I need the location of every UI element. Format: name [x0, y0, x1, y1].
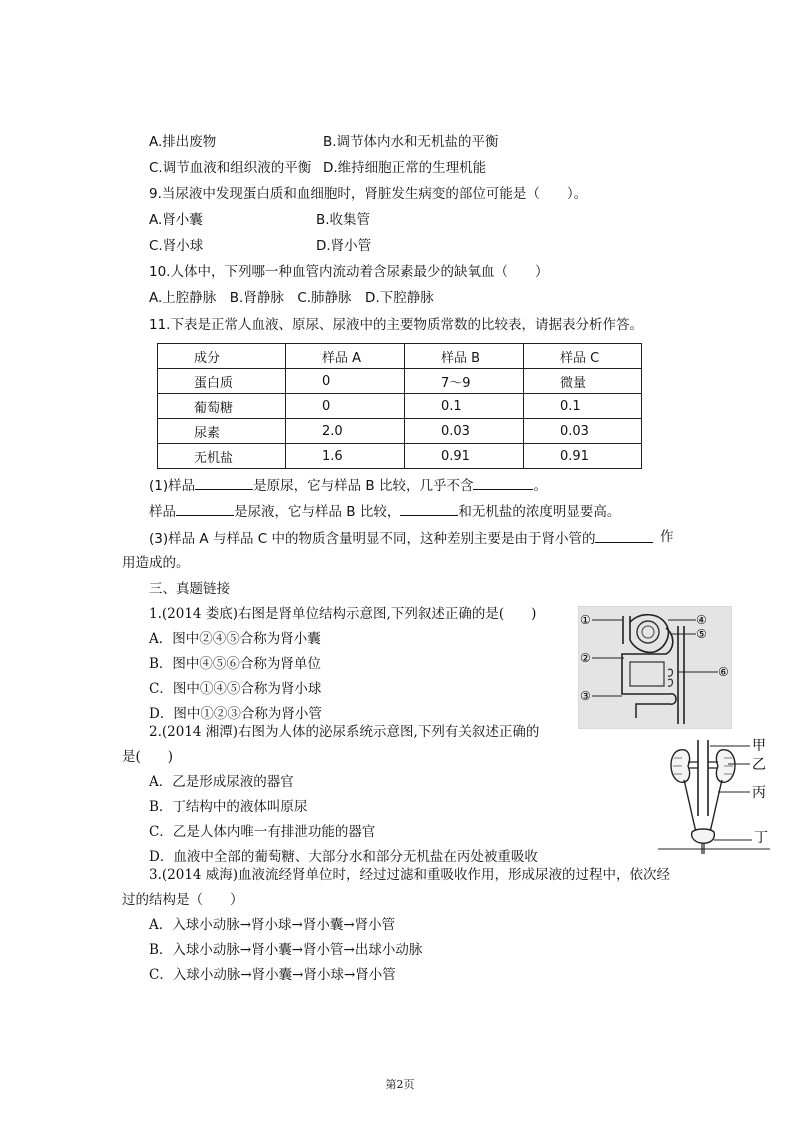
table-cell: 尿素 — [158, 419, 286, 444]
s3-q2-option-a: A．乙是形成尿液的器官 — [149, 774, 294, 790]
q11-sub3-text: (3)样品 A 与样品 C 中的物质含量明显不同，这种差别主要是由于肾小管的 — [149, 531, 596, 547]
fig1-label: ⑤ — [696, 627, 707, 641]
table-header-row — [158, 344, 642, 369]
comparison-table — [157, 343, 642, 469]
table-row — [158, 444, 642, 469]
s3-q1-option-d: D．图中①②③合称为肾小管 — [149, 706, 322, 722]
s3-q1-stem: 1.(2014 娄底)右图是肾单位结构示意图,下列叙述正确的是( ) — [149, 606, 537, 622]
fig2-label-ding: 丁 — [754, 830, 768, 846]
table-cell: 1.6 — [286, 444, 405, 469]
table-cell: 0.1 — [524, 394, 642, 419]
answer-blank[interactable] — [473, 475, 533, 490]
table-cell: 葡萄糖 — [158, 394, 286, 419]
s3-q3-option-a: A．入球小动脉→肾小球→肾小囊→肾小管 — [149, 917, 396, 933]
q9-option-a: A.肾小囊 — [149, 212, 203, 228]
table-header-cell: 样品 B — [405, 344, 524, 369]
fig1-label: ④ — [696, 613, 707, 627]
q11-sub2-text: 是尿液，它与样品 B 比较， — [234, 504, 401, 520]
q10-options: A.上腔静脉 B.肾静脉 C.肺静脉 D.下腔静脉 — [149, 290, 434, 306]
table-row — [158, 419, 642, 444]
s3-q3-stem-line2: 过的结构是（ ） — [122, 892, 244, 908]
nephron-diagram — [578, 606, 732, 729]
urinary-system-diagram — [658, 736, 778, 858]
q11-sub1-end: 。 — [533, 478, 547, 494]
table-cell: 无机盐 — [158, 444, 286, 469]
s3-q2-stem-line2: 是( ) — [122, 749, 174, 765]
q11-sub2-prefix: 样品 — [149, 504, 176, 520]
q11-sub3-line2: 用造成的。 — [122, 555, 190, 571]
answer-blank[interactable] — [195, 475, 253, 490]
q9-option-d: D.肾小管 — [316, 238, 372, 254]
table-row — [158, 369, 642, 394]
table-cell: 0.1 — [405, 394, 524, 419]
q8-option-d: D.维持细胞正常的生理机能 — [323, 160, 487, 176]
s3-q1-option-a: A．图中②④⑤合称为肾小囊 — [149, 631, 321, 647]
s3-q2-stem-line1: 2.(2014 湘潭)右图为人体的泌尿系统示意图,下列有关叙述正确的 — [149, 724, 540, 740]
table-cell: 0.03 — [405, 419, 524, 444]
q11-sub3-zuo: 作 — [660, 529, 674, 545]
table-cell: 7～9 — [405, 369, 524, 394]
s3-q1-option-c: C．图中①④⑤合称为肾小球 — [149, 681, 322, 697]
s3-q2-option-d: D．血液中全部的葡萄糖、大部分水和部分无机盐在丙处被重吸收 — [149, 849, 538, 865]
q11-sub2-end: 和无机盐的浓度明显要高。 — [458, 504, 621, 520]
section-title: 三、真题链接 — [149, 581, 230, 597]
q9-option-b: B.收集管 — [316, 212, 371, 228]
table-cell: 0.91 — [524, 444, 642, 469]
q10-stem: 10.人体中，下列哪一种血管内流动着含尿素最少的缺氧血（ ） — [149, 264, 549, 280]
q11-sub1 — [149, 475, 547, 495]
fig1-label: ① — [580, 613, 591, 627]
table-cell: 微量 — [524, 369, 642, 394]
answer-blank[interactable] — [595, 528, 653, 543]
s3-q1-option-b: B．图中④⑤⑥合称为肾单位 — [149, 656, 321, 672]
s3-q2-option-c: C．乙是人体内唯一有排泄功能的器官 — [149, 824, 376, 840]
q8-option-a: A.排出废物 — [149, 134, 217, 150]
table-cell: 2.0 — [286, 419, 405, 444]
table-cell: 蛋白质 — [158, 369, 286, 394]
q8-option-b: B.调节体内水和无机盐的平衡 — [323, 134, 499, 150]
table-header-cell: 样品 A — [286, 344, 405, 369]
answer-blank[interactable] — [176, 501, 234, 516]
q11-sub1-prefix: (1)样品 — [149, 478, 196, 494]
q11-sub3-line1 — [149, 528, 653, 548]
fig2-label-jia: 甲 — [752, 738, 766, 754]
table-cell: 0.03 — [524, 419, 642, 444]
page-number: 第2页 — [385, 1078, 415, 1091]
q8-option-c: C.调节血液和组织液的平衡 — [149, 160, 312, 176]
fig1-label: ③ — [580, 689, 591, 703]
table-cell: 0.91 — [405, 444, 524, 469]
urinary-system-figure — [658, 736, 778, 858]
q11-stem: 11.下表是正常人血液、原尿、尿液中的主要物质常数的比较表，请据表分析作答。 — [149, 317, 643, 333]
fig1-label: ② — [580, 651, 591, 665]
fig1-label: ⑥ — [718, 665, 729, 679]
table-cell: 0 — [286, 394, 405, 419]
s3-q2-option-b: B．丁结构中的液体叫原尿 — [149, 799, 308, 815]
table-row — [158, 394, 642, 419]
s3-q3-option-b: B．入球小动脉→肾小囊→肾小管→出球小动脉 — [149, 942, 423, 958]
q11-sub1-text: 是原尿，它与样品 B 比较，几乎不含 — [253, 478, 474, 494]
table-cell: 0 — [286, 369, 405, 394]
answer-blank[interactable] — [400, 501, 458, 516]
table-header-cell: 成分 — [158, 344, 286, 369]
s3-q3-option-c: C．入球小动脉→肾小囊→肾小球→肾小管 — [149, 967, 396, 983]
nephron-figure — [578, 606, 732, 729]
table-header-cell: 样品 C — [524, 344, 642, 369]
q11-sub2 — [149, 501, 620, 521]
q9-stem: 9.当尿液中发现蛋白质和血细胞时，肾脏发生病变的部位可能是（ ）。 — [149, 186, 588, 202]
fig2-label-bing: 丙 — [752, 785, 766, 801]
q9-option-c: C.肾小球 — [149, 238, 204, 254]
fig2-label-yi: 乙 — [752, 757, 766, 773]
s3-q3-stem-line1: 3.(2014 威海)血液流经肾单位时，经过过滤和重吸收作用，形成尿液的过程中，依次经 — [149, 867, 671, 883]
